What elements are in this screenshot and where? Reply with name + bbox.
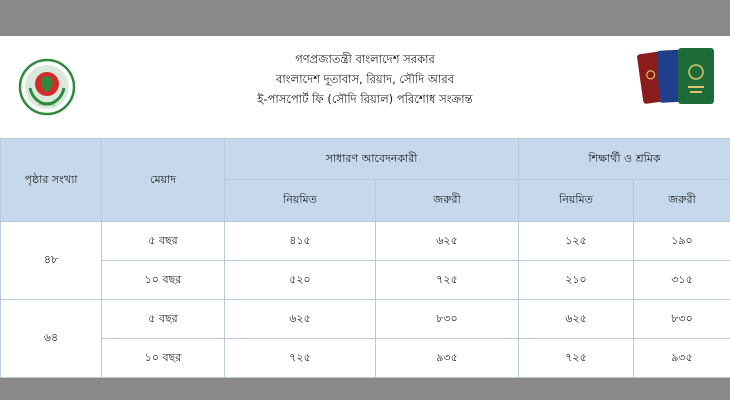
validity-cell: ১০ বছর [102, 339, 225, 378]
fee-cell: ৮৩০ [634, 300, 730, 339]
fee-cell: ৬২৫ [376, 222, 519, 261]
table-row [1, 261, 730, 300]
subheader-students-urgent: জরুরী [634, 180, 730, 222]
header-pages: পৃষ্ঠার সংখ্যা [1, 139, 102, 222]
notice-titles [200, 49, 530, 109]
validity-cell: ৫ বছর [102, 300, 225, 339]
pages-48-cell: ৪৮ [1, 222, 102, 300]
fee-cell: ৯৩৫ [376, 339, 519, 378]
government-title: গণপ্রজাতন্ত্রী বাংলাদেশ সরকার [295, 52, 435, 66]
embassy-title: বাংলাদেশ দূতাবাস, রিয়াদ, সৌদি আরব [275, 72, 455, 86]
table-row [1, 300, 730, 339]
fee-cell: ৭২৫ [519, 339, 634, 378]
fee-cell: ৬২৫ [519, 300, 634, 339]
header-students-workers: শিক্ষার্থী ও শ্রমিক [519, 139, 730, 180]
header-general-applicant: সাধারণ আবেদনকারী [225, 139, 519, 180]
subheader-students-regular: নিয়মিত [519, 180, 634, 222]
header-validity: মেয়াদ [102, 139, 225, 222]
table-row [1, 339, 730, 378]
fee-notice-sheet [0, 36, 730, 366]
fee-subject-title: ই-পাসপোর্ট ফি (সৌদি রিয়াল) পরিশোধ সংক্রান্ত [257, 92, 473, 106]
fee-cell: ২১০ [519, 261, 634, 300]
fee-cell: ৪১৫ [225, 222, 376, 261]
fee-cell: ১৯০ [634, 222, 730, 261]
fee-cell: ৯৩৫ [634, 339, 730, 378]
subheader-general-urgent: জরুরী [376, 180, 519, 222]
fee-cell: ৩১৫ [634, 261, 730, 300]
passport-fee-table [0, 138, 730, 378]
validity-cell: ১০ বছর [102, 261, 225, 300]
emblem-text: সরকার [38, 101, 56, 108]
passport-booklets-icon [636, 42, 720, 114]
fee-cell: ৫২০ [225, 261, 376, 300]
government-emblem-icon [18, 58, 76, 116]
subheader-general-regular: নিয়মিত [225, 180, 376, 222]
notice-header [0, 36, 730, 138]
fee-cell: ১২৫ [519, 222, 634, 261]
validity-cell: ৫ বছর [102, 222, 225, 261]
fee-cell: ৮৩০ [376, 300, 519, 339]
fee-cell: ৭২৫ [225, 339, 376, 378]
table-row [1, 222, 730, 261]
fee-cell: ৭২৫ [376, 261, 519, 300]
fee-cell: ৬২৫ [225, 300, 376, 339]
pages-64-cell: ৬৪ [1, 300, 102, 378]
